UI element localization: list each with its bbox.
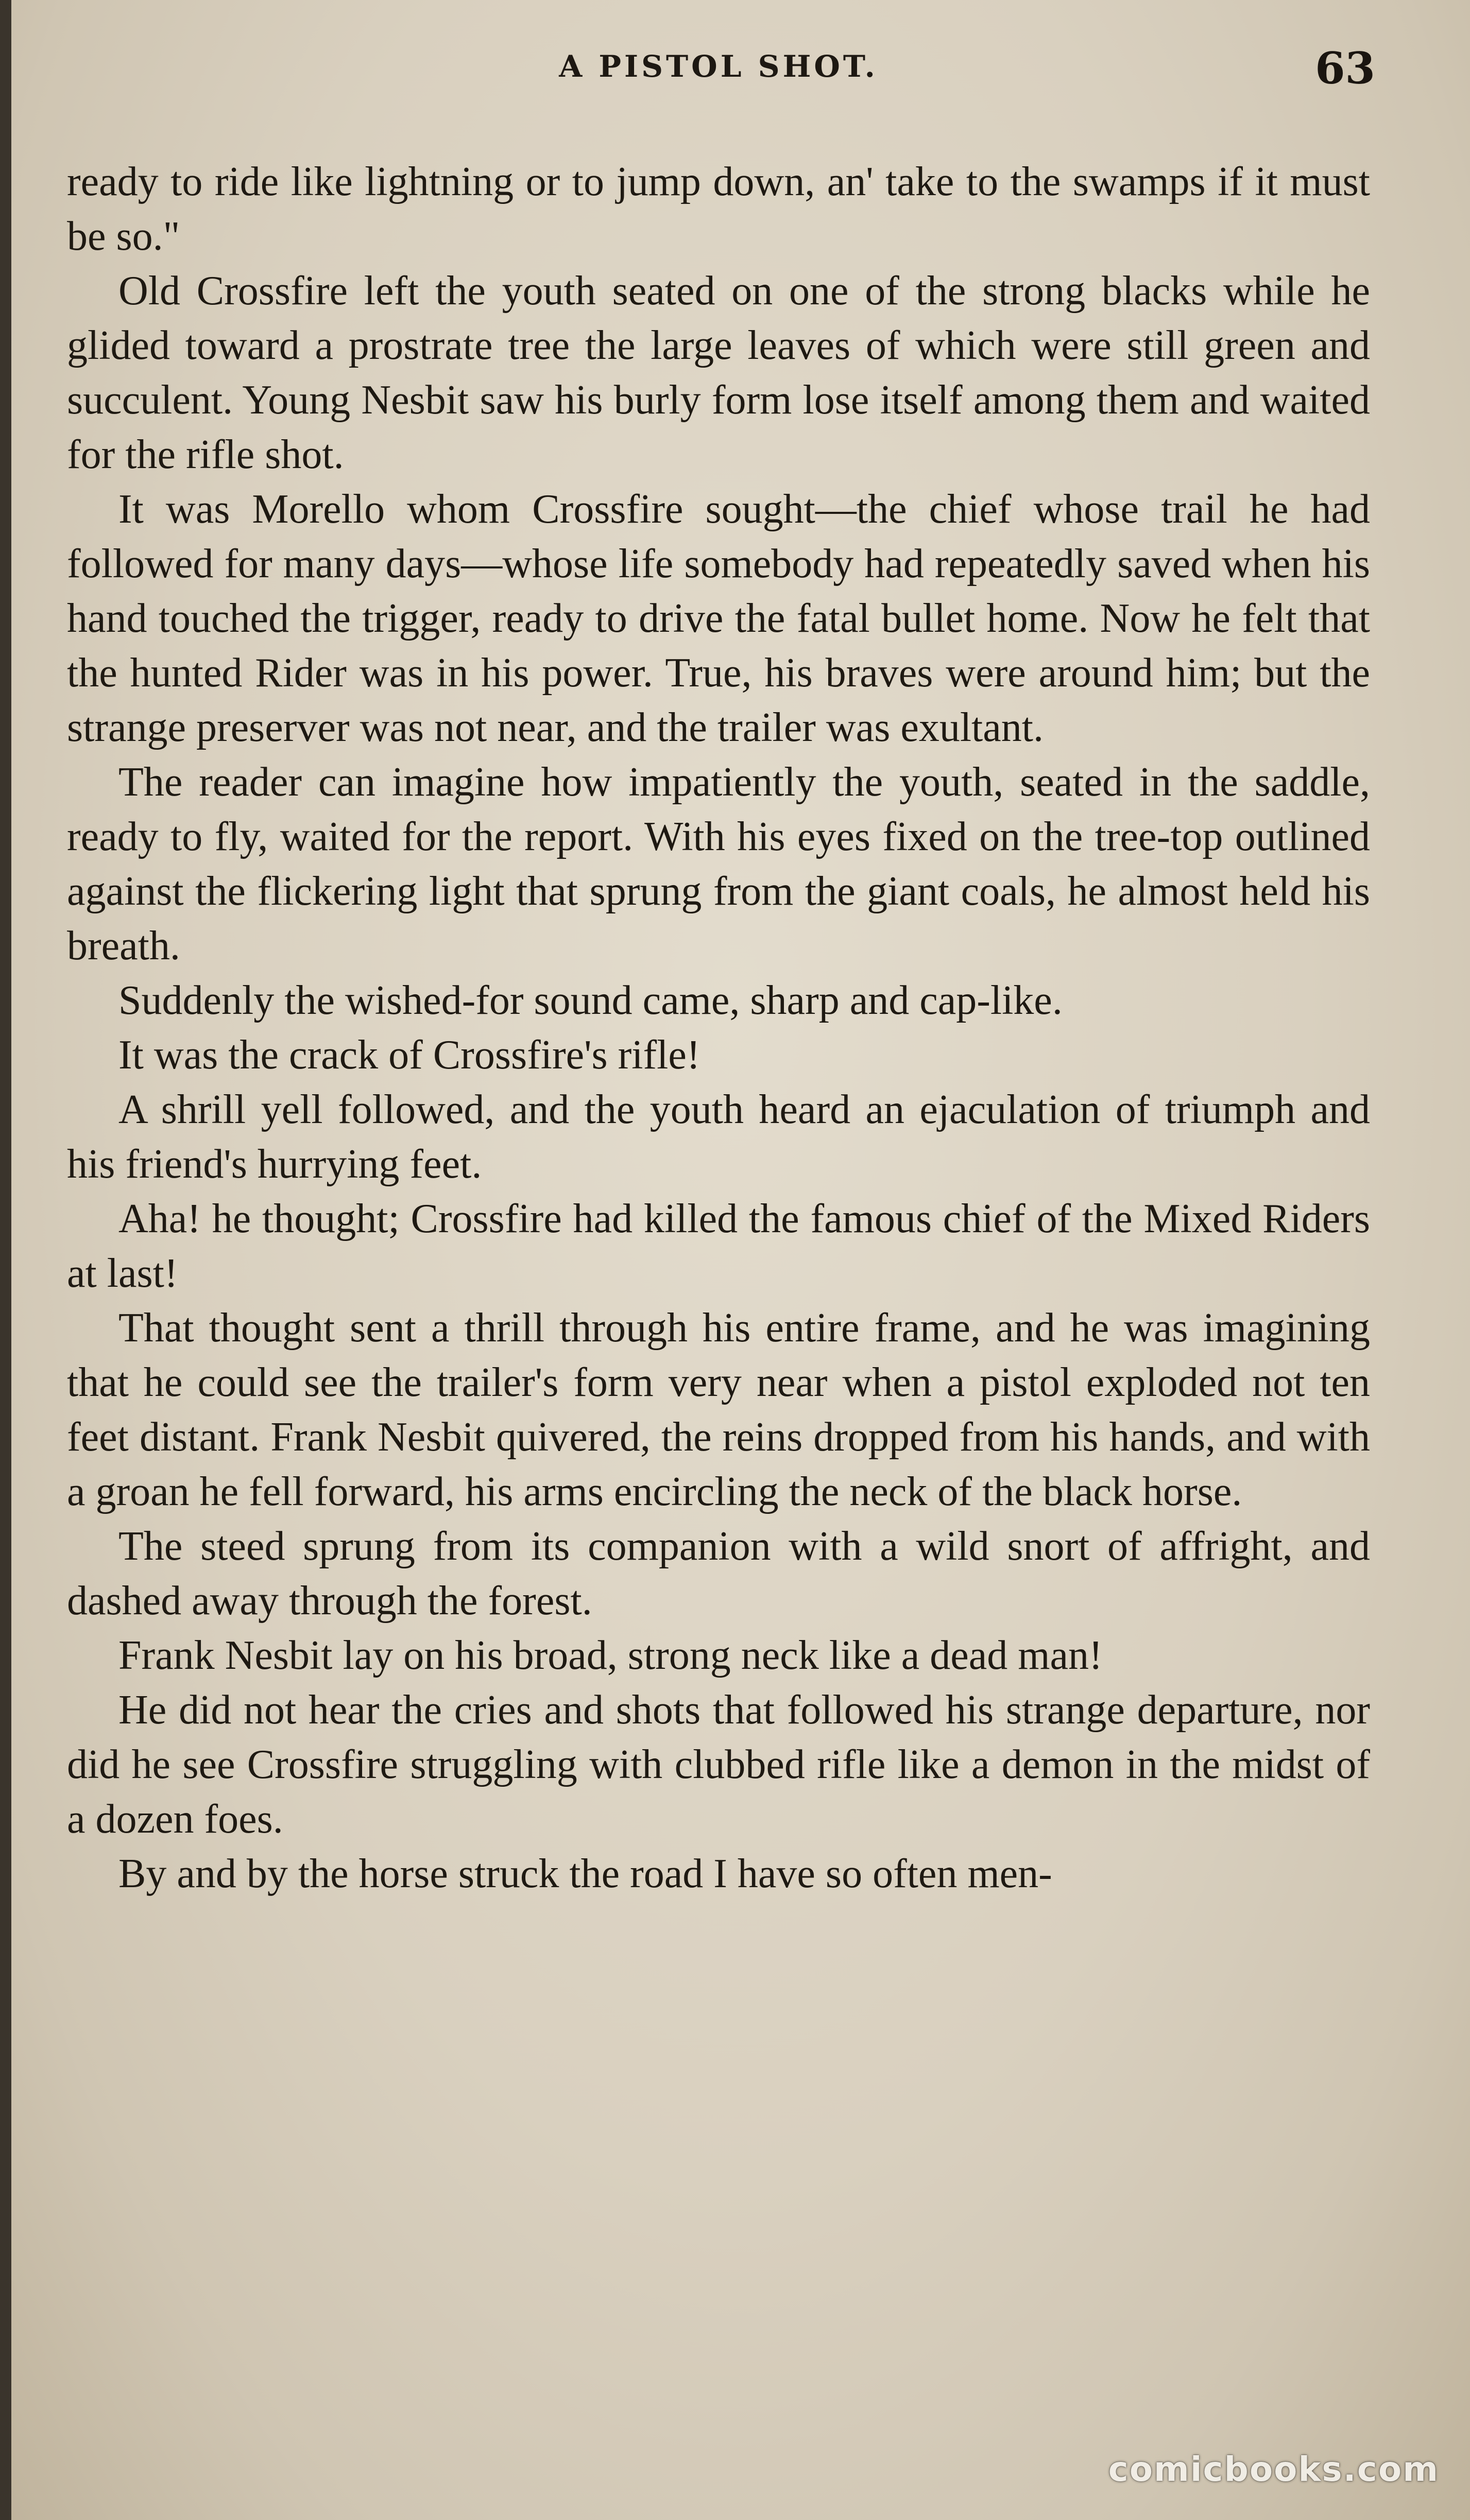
running-head: A PISTOL SHOT. [559,49,878,84]
page-binding-edge [0,0,11,2520]
paragraph: Aha! he thought; Crossfire had killed the famous chief of the Mixed Riders at last! [67,1196,1370,1296]
paragraph: It was the crack of Crossfire's rifle! [118,1032,700,1078]
page-header [67,43,1375,106]
watermark: comicbooks.com [1108,2449,1439,2489]
paragraph: It was Morello whom Crossfire sought—the chief whose trail he had followed for many days—whose life somebody had repeatedly saved when his hand touched the trigger, ready to drive the fatal bullet home. Now he felt that the hunted Rider was in his power. True, his braves were around him; but the strange preserver was not near, and the trailer was exultant. [67,487,1370,750]
page-number: 63 [1315,43,1375,94]
paragraph: ready to ride like lightning or to jump down, an' take to the swamps if it must be so." [67,159,1370,259]
paragraph: A shrill yell followed, and the youth heard an ejaculation of triumph and his friend's hurrying feet. [67,1087,1370,1187]
paragraph: Suddenly the wished-for sound came, sharp and cap-like. [118,978,1063,1023]
paragraph: The steed sprung from its companion with a wild snort of affright, and dashed away through the forest. [67,1524,1370,1624]
paragraph: That thought sent a thrill through his entire frame, and he was imagining that he could see the trailer's form very near when a pistol exploded not ten feet distant. Frank Nesbit quivered, the reins dropped from his hands, and with a groan he fell forward, his arms encircling the neck of the black horse. [67,1305,1370,1514]
body-text [67,154,1370,1901]
paragraph: The reader can imagine how impatiently the youth, seated in the saddle, ready to fly, waited for the report. With his eyes fixed on the tree-top outlined against the flickering light that sprung from the giant coals, he almost held his breath. [67,760,1370,969]
paragraph: Old Crossfire left the youth seated on one of the strong blacks while he glided toward a prostrate tree the large leaves of which were still green and succulent. Young Nesbit saw his burly form lose itself among them and waited for the rifle shot. [67,268,1370,477]
paragraph: He did not hear the cries and shots that followed his strange departure, nor did he see Crossfire struggling with clubbed rifle like a demon in the midst of a dozen foes. [67,1687,1370,1842]
paragraph: By and by the horse struck the road I have so often men- [118,1851,1052,1896]
paragraph: Frank Nesbit lay on his broad, strong neck like a dead man! [118,1633,1103,1678]
